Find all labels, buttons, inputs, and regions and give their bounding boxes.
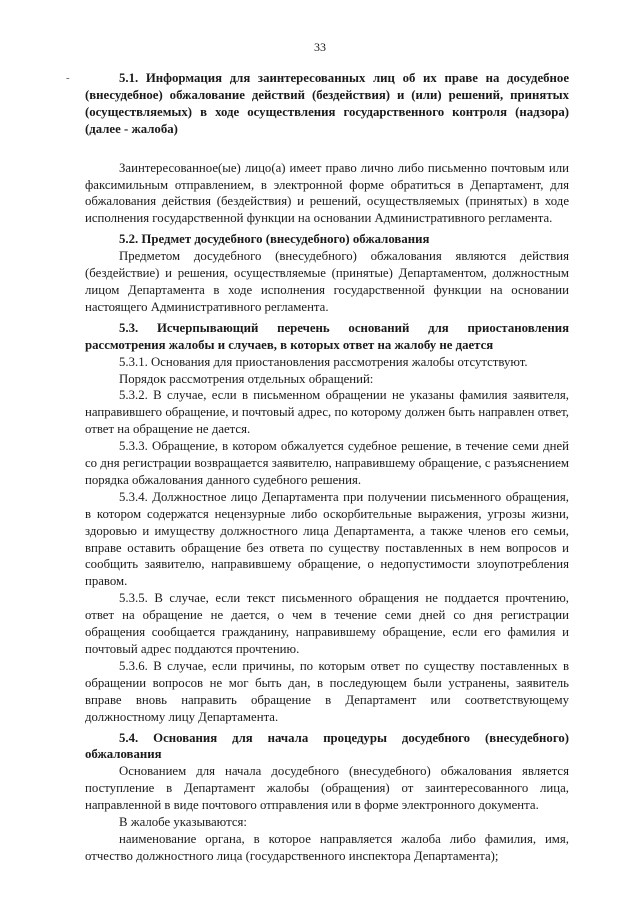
paragraph-order-intro: Порядок рассмотрения отдельных обращений: xyxy=(119,371,374,386)
heading-5-4: 5.4. Основания для начала процедуры досудебного (внесудебного) обжалования xyxy=(85,730,569,762)
paragraph-5-3-1: 5.3.1. Основания для приостановления рассмотрения жалобы отсутствуют. xyxy=(119,354,528,369)
paragraph-5-3-2: 5.3.2. В случае, если в письменном обращении не указаны фамилия заявителя, направившего обращение, и почтовый адрес, по которому должен быть направлен ответ, ответ на обращение не дается. xyxy=(85,388,569,437)
paragraph-5-3-4: 5.3.4. Должностное лицо Департамента при получении письменного обращения, в котором содержатся нецензурные либо оскорбительные выражения, угрозы жизни, здоровью и имуществу должностного лица Департамента, а также членов его семьи, вправе оставить обращение без ответа по существу поставленных в нем вопросов и сообщить заявителю, направившему обращение, о недопустимости злоупотребления правом. xyxy=(85,489,569,589)
margin-mark: - xyxy=(66,72,70,84)
paragraph-5-3-3: 5.3.3. Обращение, в котором обжалуется судебное решение, в течение семи дней со дня регистрации возвращается заявителю, направившему обращение, с разъяснением порядка обжалования данного судебного решения. xyxy=(85,439,569,487)
paragraph-5-1: Заинтересованное(ые) лицо(а) имеет право лично либо письменно почтовым или факсимильным отправлением, в электронной форме обратиться в Департамент, для обжалования действия (бездействия) и решений, осуществляемых (принятых) в ходе исполнения государственной функции на основании Административного регламента. xyxy=(85,160,569,226)
heading-5-2: 5.2. Предмет досудебного (внесудебного) обжалования xyxy=(119,232,430,247)
page-number: 33 xyxy=(314,40,326,54)
paragraph-5-3-6: 5.3.6. В случае, если причины, по которым ответ по существу поставленных в обращении вопросов не мог быть дан, в последующем были устранены, заявитель вправе вновь направить обращение в Департамент или соответствующему должностному лицу Департамента. xyxy=(85,658,569,724)
heading-5-1: 5.1. Информация для заинтересованных лиц об их праве на досудебное (внесудебное) обжалование действий (бездействия) и (или) решений, принятых (осуществляемых) в ходе осуществления государственного контроля (надзора) (далее - жалоба) xyxy=(85,71,569,136)
paragraph-list-intro: В жалобе указываются: xyxy=(119,815,247,830)
paragraph-5-4: Основанием для начала досудебного (внесудебного) обжалования является поступление в Департамент жалобы (обращения) от заинтересованного лица, направленной в виде почтового отправления или в форме электронного документа. xyxy=(85,764,569,813)
list-item: наименование органа, в которое направляется жалоба либо фамилия, имя, отчество должностного лица (государственного инспектора Департамента); xyxy=(85,831,569,863)
paragraph-5-2: Предметом досудебного (внесудебного) обжалования являются действия (бездействие) и решения, осуществляемые (принятые) Департаментом, должностным лицом Департамента в ходе исполнения государственной функции на основании настоящего Административного регламента. xyxy=(85,249,569,314)
document-body xyxy=(85,70,569,865)
heading-5-3: 5.3. Исчерпывающий перечень оснований для приостановления рассмотрения жалобы и случаев, в которых ответ на жалобу не дается xyxy=(85,320,569,352)
paragraph-5-3-5: 5.3.5. В случае, если текст письменного обращения не поддается прочтению, ответ на обращение не дается, о чем в течение семи дней со дня регистрации обращения сообщается гражданину, направившему обращение, если его фамилия и почтовый адрес поддаются прочтению. xyxy=(85,591,569,656)
